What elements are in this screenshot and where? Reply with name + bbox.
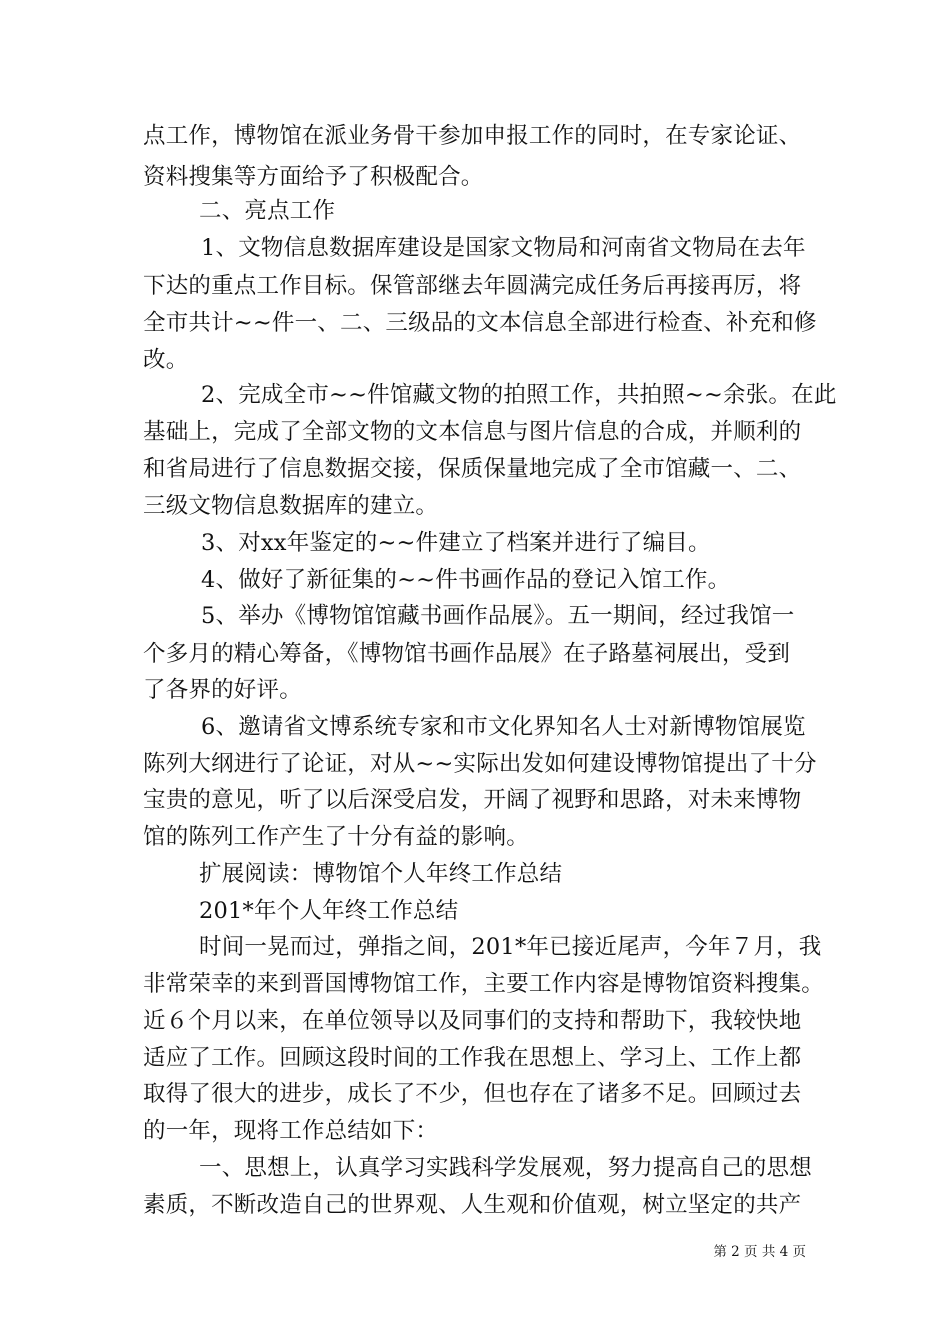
summary-title: 201*年个人年终工作总结 <box>199 898 459 924</box>
extended-reading-heading: 扩展阅读：博物馆个人年终工作总结 <box>199 861 563 887</box>
text-line: 一、思想上，认真学习实践科学发展观，努力提高自己的思想 <box>199 1155 812 1181</box>
text-line: 基础上，完成了全部文物的文本信息与图片信息的合成，并顺利的 <box>143 419 802 445</box>
text-line: 5、举办《博物馆馆藏书画作品展》。五一期间，经过我馆一 <box>201 603 795 629</box>
text-line: 宝贵的意见，听了以后深受启发，开阔了视野和思路，对未来博物 <box>143 787 802 813</box>
text-line: 点工作，博物馆在派业务骨干参加申报工作的同时，在专家论证、 <box>143 123 802 149</box>
page-number-footer: 第 2 页 共 4 页 <box>713 1244 806 1260</box>
text-line: 三级文物信息数据库的建立。 <box>143 493 439 519</box>
text-line: 非常荣幸的来到晋国博物馆工作，主要工作内容是博物馆资料搜集。 <box>143 971 825 997</box>
section-heading: 二、亮点工作 <box>199 198 336 224</box>
text-line: 2、完成全市~~件馆藏文物的拍照工作，共拍照~~余张。在此 <box>201 382 837 408</box>
text-line: 取得了很大的进步，成长了不少，但也存在了诸多不足。回顾过去 <box>143 1081 802 1107</box>
text-line: 近６个月以来，在单位领导以及同事们的支持和帮助下，我较快地 <box>143 1008 802 1034</box>
text-line: 下达的重点工作目标。保管部继去年圆满完成任务后再接再厉，将 <box>143 273 802 299</box>
text-line: 6、邀请省文博系统专家和市文化界知名人士对新博物馆展览 <box>201 714 806 740</box>
text-line: 的一年，现将工作总结如下： <box>143 1118 439 1144</box>
text-line: 馆的陈列工作产生了十分有益的影响。 <box>143 824 529 850</box>
text-line: 陈列大纲进行了论证，对从~~实际出发如何建设博物馆提出了十分 <box>143 751 817 777</box>
text-line: 4、做好了新征集的~~件书画作品的登记入馆工作。 <box>201 567 731 593</box>
text-line: 时间一晃而过，弹指之间，201*年已接近尾声，今年７月，我 <box>199 934 822 960</box>
text-line: 全市共计~~件一、二、三级品的文本信息全部进行检查、补充和修 <box>143 310 817 336</box>
text-line: 和省局进行了信息数据交接，保质保量地完成了全市馆藏一、二、 <box>143 456 802 482</box>
text-line: 个多月的精心筹备，《博物馆书画作品展》在子路墓祠展出，受到 <box>143 641 791 667</box>
text-line: 了各界的好评。 <box>143 677 302 703</box>
text-line: 改。 <box>143 347 189 373</box>
text-line: 素质，不断改造自己的世界观、人生观和价值观，树立坚定的共产 <box>143 1192 802 1218</box>
text-line: 资料搜集等方面给予了积极配合。 <box>143 164 484 190</box>
text-line: 适应了工作。回顾这段时间的工作我在思想上、学习上、工作上都 <box>143 1045 802 1071</box>
text-line: 1、文物信息数据库建设是国家文物局和河南省文物局在去年 <box>201 235 806 261</box>
text-line: 3、对xx年鉴定的~~件建立了档案并进行了编目。 <box>201 530 711 556</box>
